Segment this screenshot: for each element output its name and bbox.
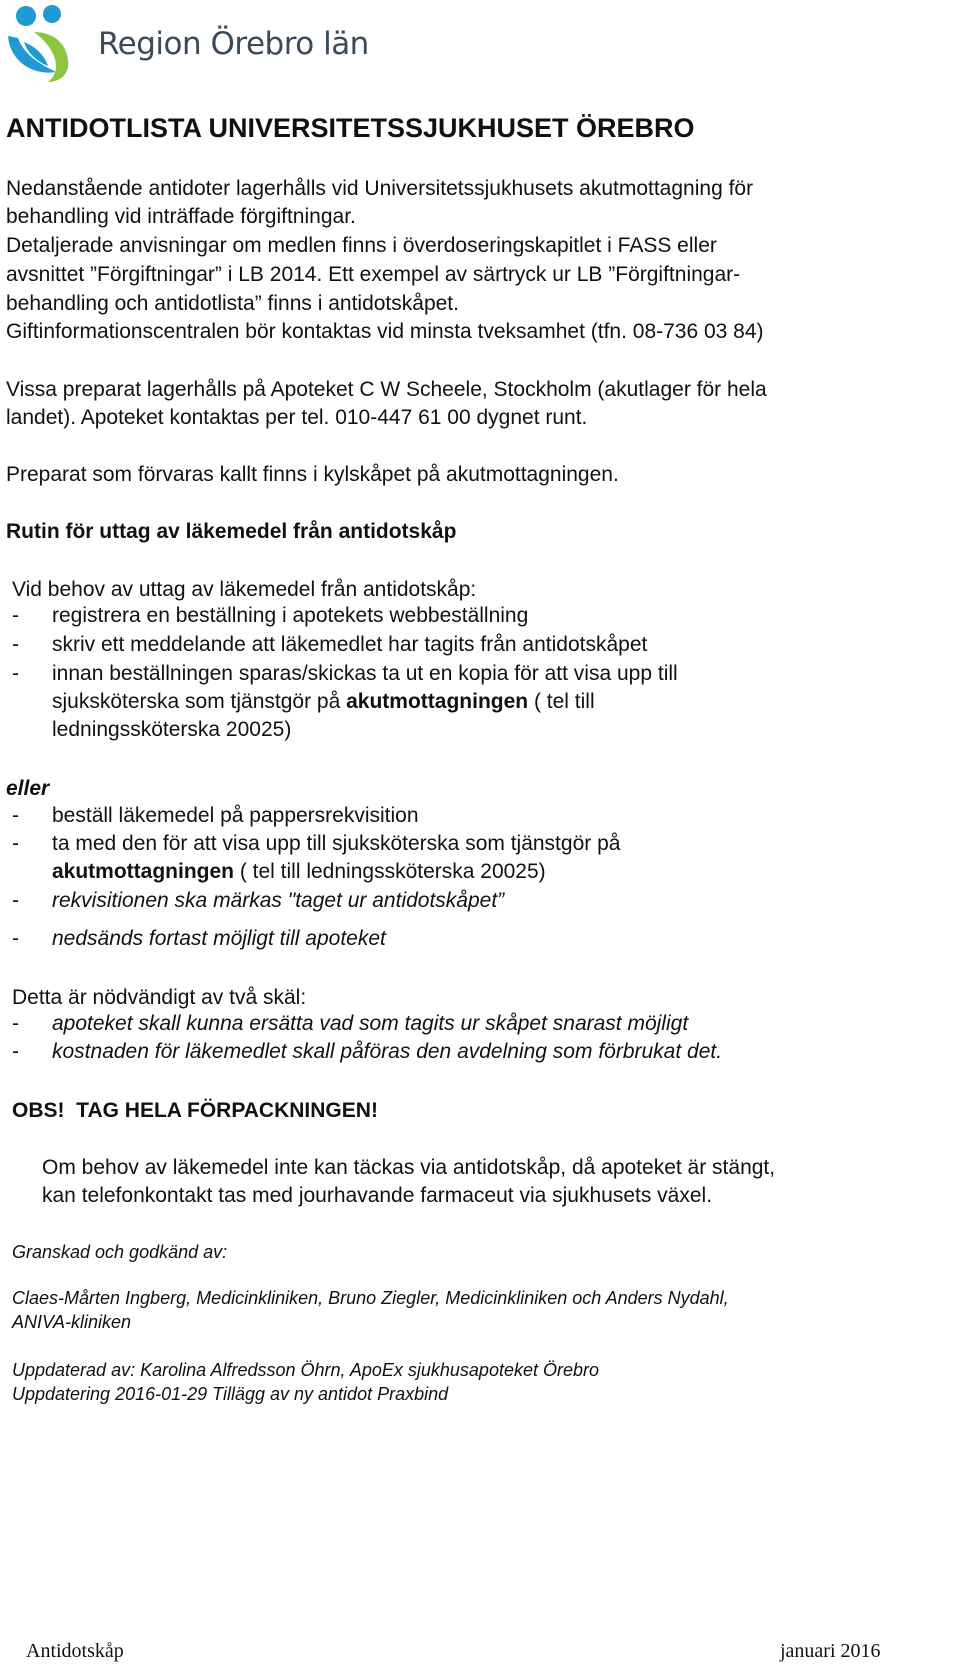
list-item-continued [52,860,546,884]
or-label: eller [6,777,50,800]
list-item: beställ läkemedel på pappersrekvisition [52,804,419,827]
list-item-continued [52,690,595,714]
list-item: ta med den för att visa upp till sjuksköterska som tjänstgör på [52,832,621,855]
intro-line: Nedanstående antidoter lagerhålls vid Universitetssjukhusets akutmottagning för [6,177,754,200]
closed-note-line: Om behov av läkemedel inte kan täckas via antidotskåp, då apoteket är stängt, [42,1156,776,1179]
routine-heading: Rutin för uttag av läkemedel från antidotskåp [6,520,457,543]
list-dash: - [12,927,19,950]
region-logo-icon [4,2,84,84]
list-item: kostnaden för läkemedlet skall påföras den avdelning som förbrukat det. [52,1040,723,1063]
scheele-line: Vissa preparat lagerhålls på Apoteket C W Scheele, Stockholm (akutlager för hela [6,378,767,401]
list-dash: - [12,662,19,685]
intro-line: Giftinformationscentralen bör kontaktas vid minsta tveksamhet (tfn. 08-736 03 84) [6,320,764,343]
list-item: registrera en beställning i apotekets webbeställning [52,604,529,627]
intro-line: behandling vid inträffade förgiftningar. [6,205,356,228]
obs-warning: OBS! TAG HELA FÖRPACKNINGEN! [12,1099,378,1122]
review-heading: Granskad och godkänd av: [12,1242,228,1262]
list-item: innan beställningen sparas/skickas ta ut en kopia för att visa upp till [52,662,678,685]
closed-note-line: kan telefonkontakt tas med jourhavande farmaceut via sjukhusets växel. [42,1184,713,1207]
text-run: sjuksköterska som tjänstgör på [52,690,347,713]
emphasis-akutmottagningen: akutmottagningen [346,690,529,713]
footer-left: Antidotskåp [26,1640,124,1662]
list-dash: - [12,1040,19,1063]
text-run: ( tel till ledningssköterska 20025) [234,860,546,883]
list-dash: - [12,604,19,627]
list-item: nedsänds fortast möjligt till apoteket [52,927,386,950]
list-dash: - [12,804,19,827]
logo-text: Region Örebro län [98,26,369,62]
list-item-continued: ledningssköterska 20025) [52,718,292,741]
reasons-heading: Detta är nödvändigt av två skäl: [12,986,307,1009]
footer-right: januari 2016 [780,1640,881,1662]
list-item: skriv ett meddelande att läkemedlet har tagits från antidotskåpet [52,633,648,656]
review-line: Claes-Mårten Ingberg, Medicinkliniken, Bruno Ziegler, Medicinkliniken och Anders Nydahl, [12,1288,729,1308]
updated-line: Uppdatering 2016-01-29 Tillägg av ny antidot Praxbind [12,1384,449,1404]
review-line: ANIVA-kliniken [12,1312,132,1332]
text-run: ( tel till [528,690,595,713]
emphasis-akutmottagningen: akutmottagningen [52,860,234,883]
cold-storage-note: Preparat som förvaras kallt finns i kylskåpet på akutmottagningen. [6,463,619,486]
intro-line: behandling och antidotlista” finns i antidotskåpet. [6,292,459,315]
list-item: rekvisitionen ska märkas "taget ur antidotskåpet” [52,889,505,912]
scheele-line: landet). Apoteket kontaktas per tel. 010-447 61 00 dygnet runt. [6,406,588,429]
intro-line: avsnittet ”Förgiftningar” i LB 2014. Ett exempel av särtryck ur LB ”Förgiftningar- [6,263,741,286]
updated-line: Uppdaterad av: Karolina Alfredsson Öhrn, ApoEx sjukhusapoteket Örebro [12,1360,599,1380]
intro-line: Detaljerade anvisningar om medlen finns i överdoseringskapitlet i FASS eller [6,234,717,257]
list-dash: - [12,1012,19,1035]
list-dash: - [12,832,19,855]
routine-intro: Vid behov av uttag av läkemedel från antidotskåp: [12,578,477,601]
page-title: ANTIDOTLISTA UNIVERSITETSSJUKHUSET ÖREBRO [6,113,695,143]
region-logo [4,2,369,88]
list-dash: - [12,633,19,656]
list-item: apoteket skall kunna ersätta vad som tagits ur skåpet snarast möjligt [52,1012,689,1035]
list-dash: - [12,889,19,912]
